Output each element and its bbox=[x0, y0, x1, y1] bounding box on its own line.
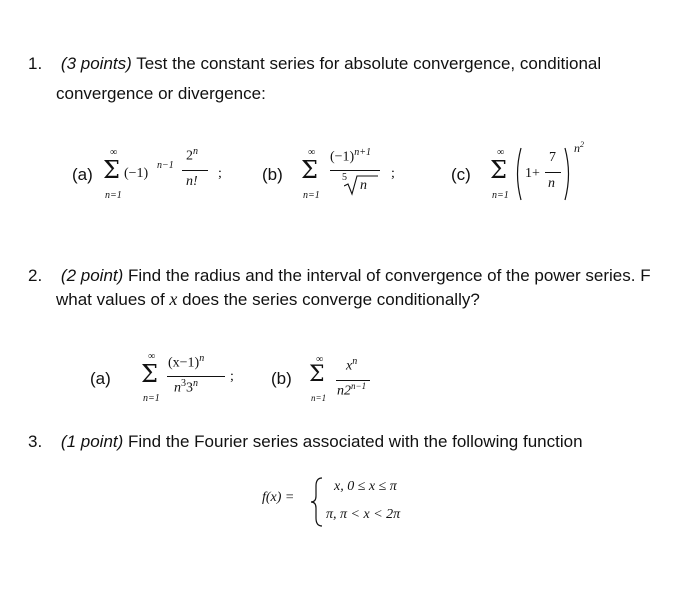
problem-2a-sigma: Σ bbox=[141, 360, 158, 388]
problem-1c-sum-lower: n=1 bbox=[492, 190, 509, 201]
problem-2b-denom: $n2^{n-1}$ bbox=[337, 381, 367, 399]
problem-2a-sum-upper: ∞ bbox=[148, 351, 156, 362]
problem-1b-sigma: Σ bbox=[301, 156, 318, 184]
problem-1-number: 1. bbox=[28, 54, 43, 73]
problem-1b-label: (b) bbox=[262, 165, 283, 184]
problem-1-text-line1: Test the constant series for absolute convergence, conditional bbox=[131, 54, 602, 73]
problem-2a-label: (a) bbox=[90, 369, 111, 388]
problem-1b-fraction-bar bbox=[330, 170, 380, 171]
problem-1c-fraction-bar bbox=[545, 172, 561, 173]
problem-2b-label: (b) bbox=[271, 369, 292, 388]
problem-2a-sum-lower: n=1 bbox=[143, 393, 160, 404]
problem-2b-sum-upper: ∞ bbox=[316, 354, 324, 365]
problem-2a-separator: ; bbox=[230, 369, 234, 384]
problem-2b-numer: $x^n$ bbox=[346, 356, 358, 374]
problem-1c-numer: 7 bbox=[549, 150, 556, 165]
problem-1a-coef-exp: n−1 bbox=[157, 160, 174, 171]
problem-1c-sum-upper: ∞ bbox=[497, 147, 505, 158]
problem-1a-numer: 2$^n$ bbox=[186, 146, 198, 164]
problem-2-points: (2 point) bbox=[60, 266, 124, 285]
problem-1a-separator: ; bbox=[218, 166, 222, 181]
problem-1-text-line2: convergence or divergence: bbox=[56, 84, 266, 103]
problem-2-text-line1: Find the radius and the interval of convergence of the power series. F bbox=[123, 266, 651, 285]
problem-2a-denom: $n^33^n$ bbox=[174, 378, 198, 396]
problem-1c-left-paren-icon bbox=[513, 146, 523, 202]
problem-2a-numer: $(x-1)^n$ bbox=[168, 353, 205, 371]
problem-3-header bbox=[28, 432, 583, 452]
problem-2-variable: x bbox=[169, 289, 178, 309]
problem-1a-denom: n! bbox=[186, 174, 198, 189]
problem-1a-sum-lower: n=1 bbox=[105, 190, 122, 201]
problem-2-header bbox=[28, 266, 651, 286]
problem-1a-label: (a) bbox=[72, 165, 93, 184]
problem-3-text-line1: Find the Fourier series associated with the following function bbox=[123, 432, 583, 451]
problem-2-text-line2: what values of x does the series converge conditionally? bbox=[56, 289, 480, 309]
problem-3-points: (1 point) bbox=[60, 432, 124, 451]
problem-1b-denom: n bbox=[360, 178, 367, 193]
problem-1c-label: (c) bbox=[451, 165, 471, 184]
problem-1a-coef: (−1) bbox=[124, 166, 149, 181]
problem-3-case-2: π, π < x < 2π bbox=[326, 507, 401, 522]
problem-1a-sum-upper: ∞ bbox=[110, 147, 118, 158]
problem-2-number: 2. bbox=[28, 266, 43, 285]
problem-1b-sum-upper: ∞ bbox=[308, 147, 316, 158]
problem-1-header bbox=[28, 54, 601, 74]
problem-1b-separator: ; bbox=[391, 166, 395, 181]
problem-2b-sigma: Σ bbox=[309, 362, 325, 387]
problem-1b-numer: $(-1)^{n+1}$ bbox=[330, 147, 371, 165]
problem-1b-sum-lower: n=1 bbox=[303, 190, 320, 201]
problem-3-number: 3. bbox=[28, 432, 43, 451]
problem-1c-outer-exp: $n^2$ bbox=[574, 140, 584, 155]
problem-2b-sum-lower: n=1 bbox=[311, 393, 327, 403]
problem-3-brace-icon bbox=[310, 476, 324, 528]
problem-1a-sigma: Σ bbox=[103, 156, 120, 184]
problem-3-function-name: f(x) = bbox=[262, 490, 295, 505]
problem-1-points: (3 points) bbox=[60, 54, 132, 73]
problem-1c-one-plus: 1+ bbox=[525, 166, 540, 181]
problem-3-case-1: x, 0 ≤ x ≤ π bbox=[334, 479, 397, 494]
problem-1c-sigma: Σ bbox=[490, 156, 507, 184]
problem-1c-denom: n bbox=[548, 176, 555, 191]
problem-1c-right-paren-icon bbox=[563, 146, 573, 202]
problem-1a-fraction-bar bbox=[182, 170, 208, 171]
problem-2a-fraction-bar bbox=[167, 376, 225, 377]
problem-1b-root-index: 5 bbox=[342, 172, 347, 183]
